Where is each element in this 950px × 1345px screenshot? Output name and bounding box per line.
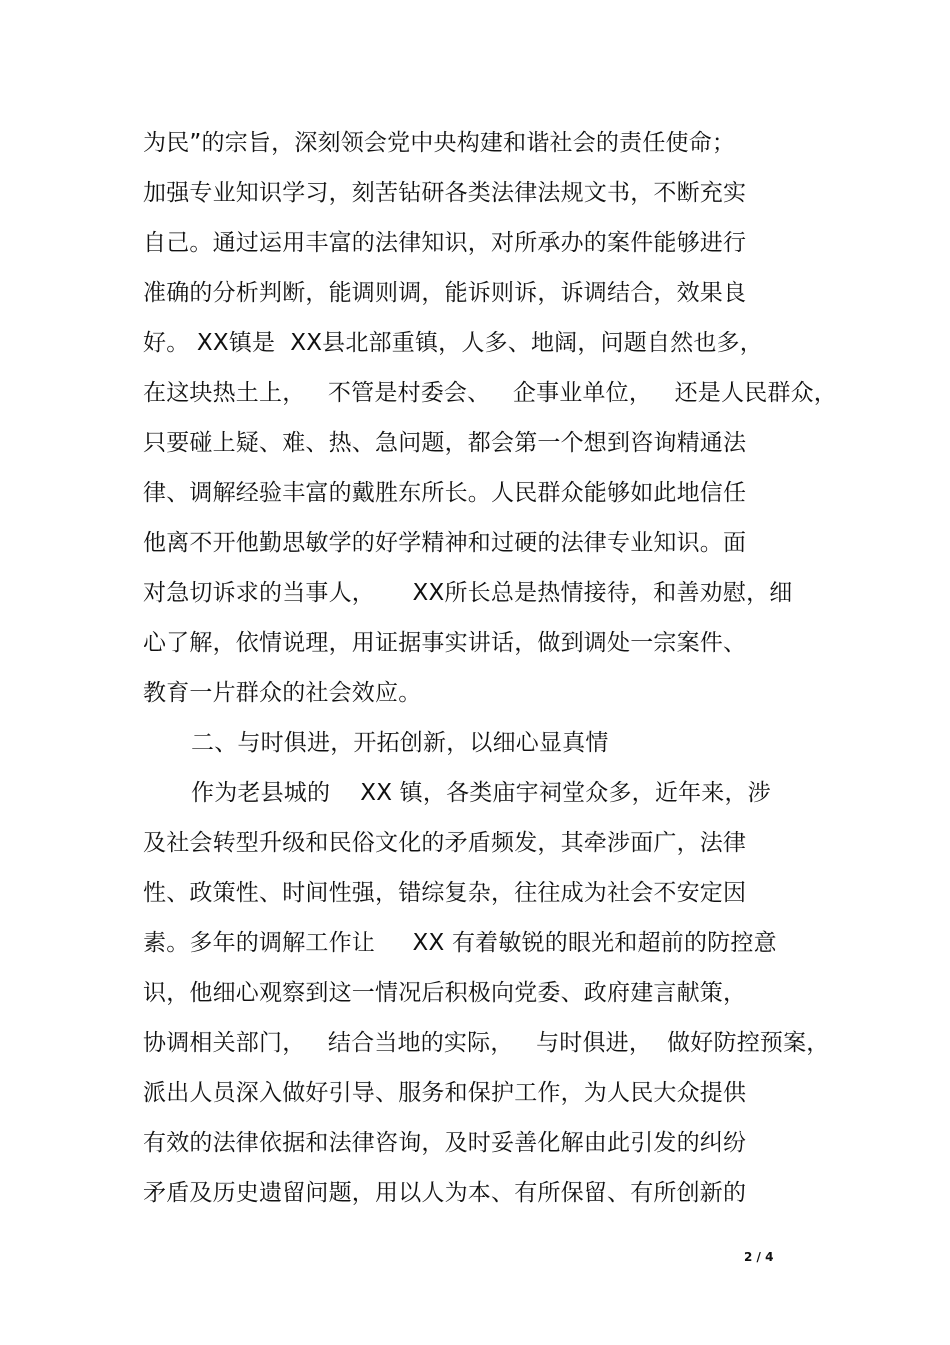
text-line: 他离不开他勤思敏学的好学精神和过硬的法律专业知识。面 (143, 530, 747, 556)
text-line: 只要碰上疑、难、热、急问题，都会第一个想到咨询精通法 (143, 430, 747, 456)
text-line: 自己。通过运用丰富的法律知识，对所承办的案件能够进行 (143, 230, 747, 256)
body-text (143, 118, 837, 1218)
text-line: 作为老县城的 XX 镇，各类庙宇祠堂众多，近年来，涉 (191, 780, 771, 806)
text-line: 好。 XX镇是 XX县北部重镇，人多、地阔，问题自然也多， (143, 330, 763, 356)
text-line: 准确的分析判断，能调则调，能诉则诉，诉调结合，效果良 (143, 280, 747, 306)
text-line: 识，他细心观察到这一情况后积极向党委、政府建言献策， (143, 980, 747, 1006)
text-line: 律、调解经验丰富的戴胜东所长。人民群众能够如此地信任 (143, 480, 747, 506)
text-line: 对急切诉求的当事人， XX所长总是热情接待，和善劝慰，细 (143, 580, 793, 606)
page-number: 2 / 4 (744, 1250, 774, 1264)
text-line: 为民”的宗旨，深刻领会党中央构建和谐社会的责任使命； (143, 130, 736, 156)
text-line: 教育一片群众的社会效应。 (143, 680, 422, 706)
text-line: 性、政策性、时间性强，错综复杂，往往成为社会不安定因 (143, 880, 747, 906)
text-line: 在这块热土上， 不管是村委会、 企事业单位， 还是人民群众， (143, 380, 837, 406)
text-line: 素。多年的调解工作让 XX 有着敏锐的眼光和超前的防控意 (143, 930, 777, 956)
text-line: 矛盾及历史遗留问题，用以人为本、有所保留、有所创新的 (143, 1180, 747, 1206)
text-line: 加强专业知识学习，刻苦钻研各类法律法规文书，不断充实 (143, 180, 747, 206)
text-line: 派出人员深入做好引导、服务和保护工作，为人民大众提供 (143, 1080, 747, 1106)
text-line: 有效的法律依据和法律咨询，及时妥善化解由此引发的纠纷 (143, 1130, 747, 1156)
section-heading: 二、与时俱进，开拓创新，以细心显真情 (191, 730, 609, 756)
text-line: 及社会转型升级和民俗文化的矛盾频发，其牵涉面广，法律 (143, 830, 747, 856)
text-line: 心了解，依情说理，用证据事实讲话，做到调处一宗案件、 (143, 630, 747, 656)
text-line: 协调相关部门， 结合当地的实际， 与时俱进， 做好防控预案， (143, 1030, 830, 1056)
